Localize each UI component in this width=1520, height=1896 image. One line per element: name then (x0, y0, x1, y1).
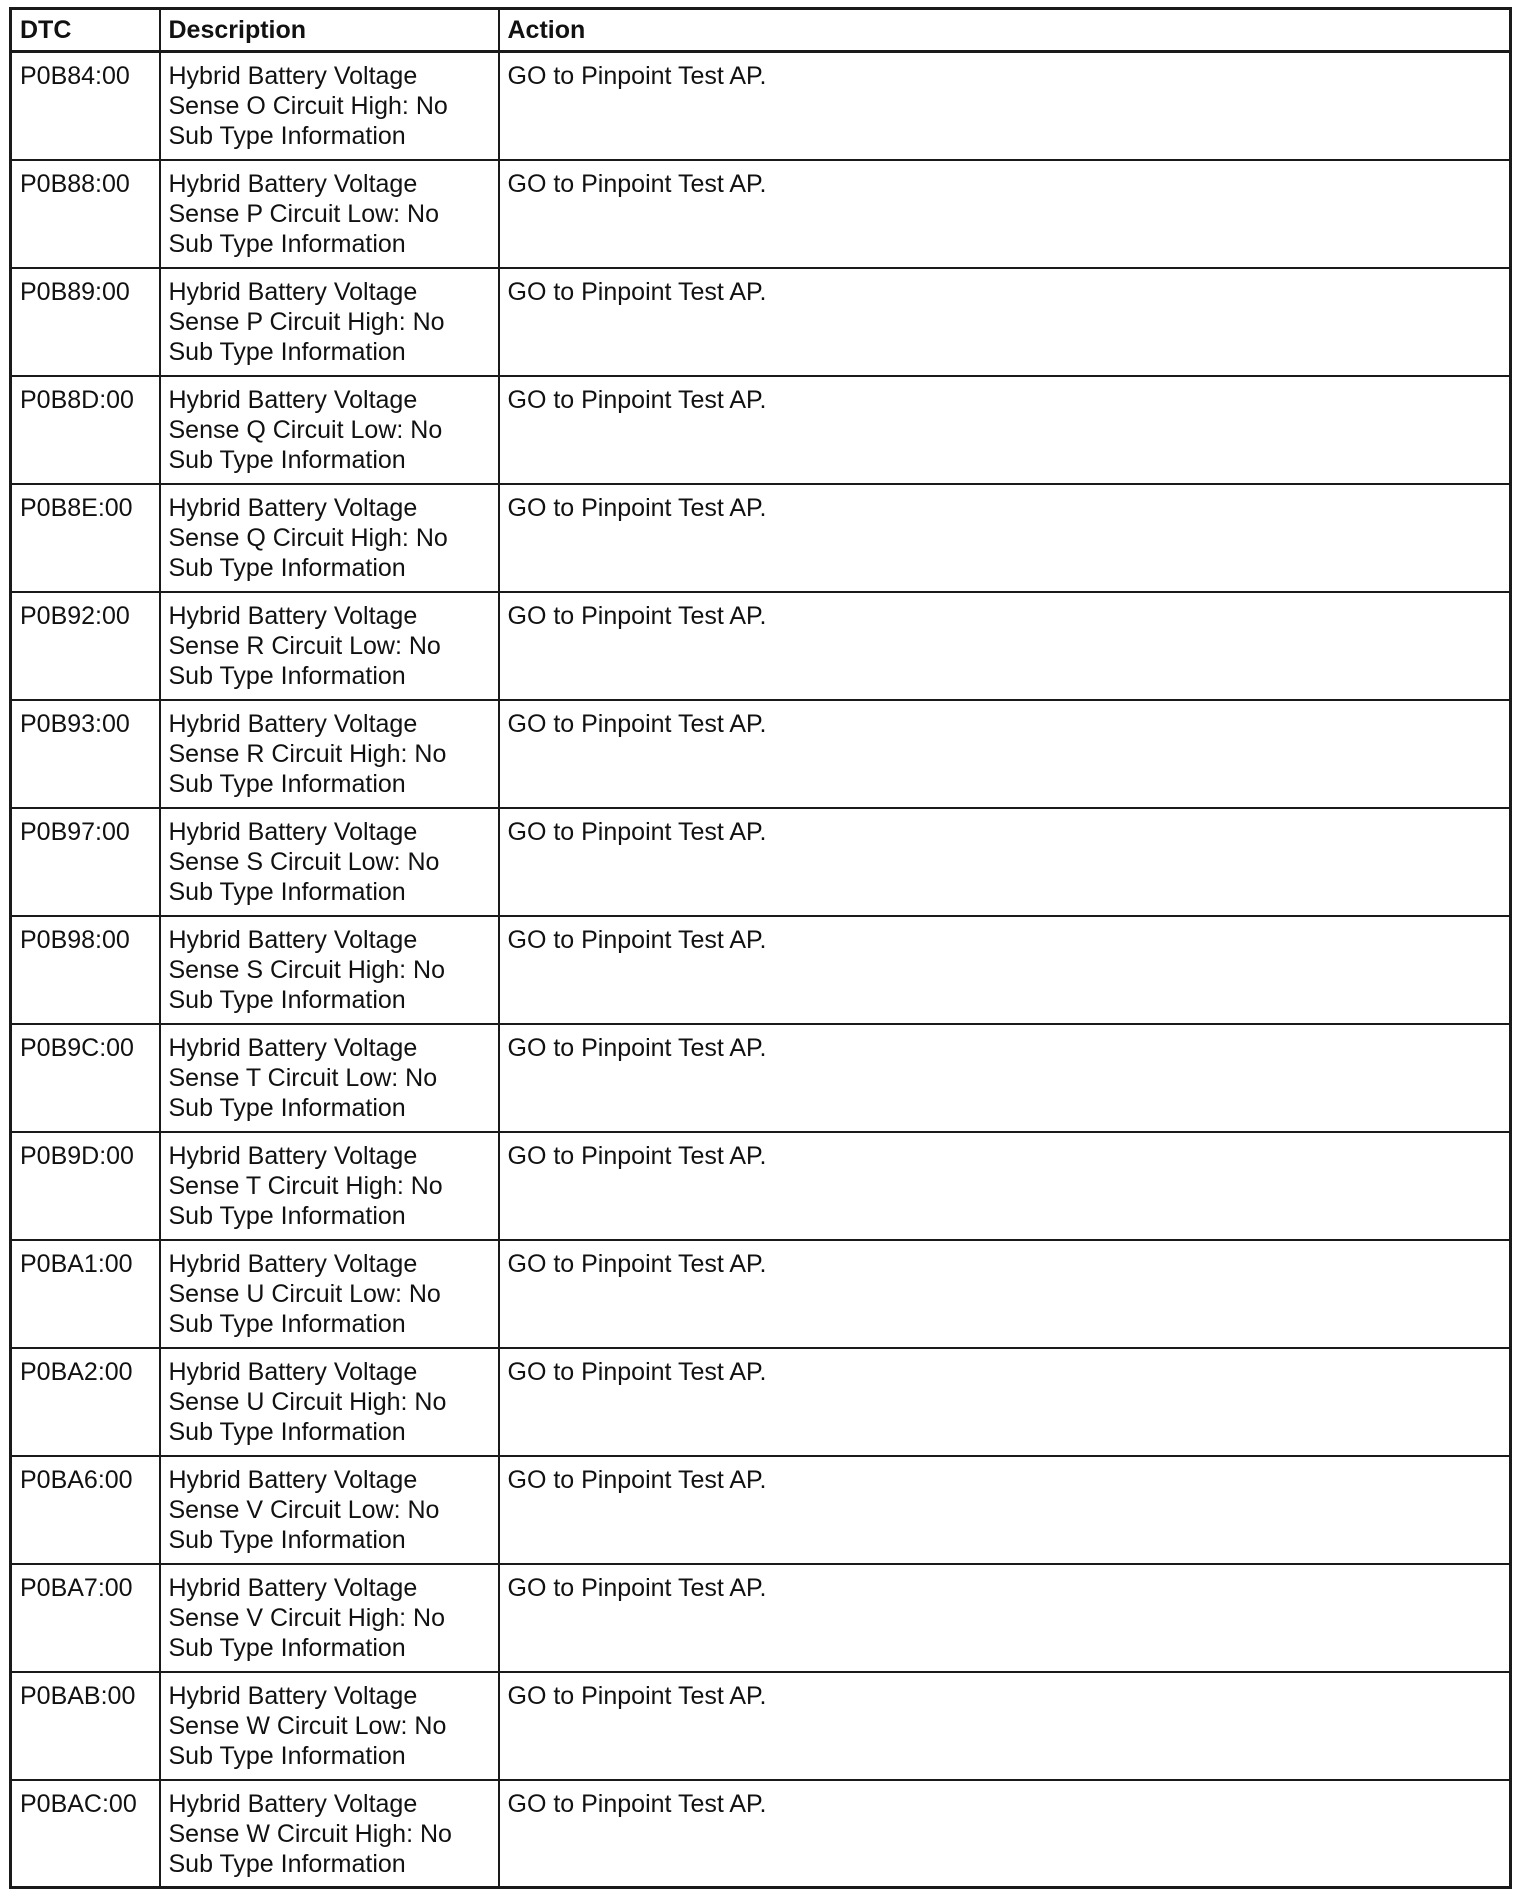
description-line: Sense P Circuit High: No (168, 307, 445, 336)
table-row (11, 1564, 1511, 1672)
description-line: Sense T Circuit High: No (168, 1171, 443, 1200)
table-row (11, 916, 1511, 1024)
description-line: Sense U Circuit High: No (168, 1387, 447, 1416)
description-line: Hybrid Battery Voltage (168, 1681, 418, 1710)
dtc-cell: P0BA1:00 (11, 1240, 160, 1348)
table-row (11, 592, 1511, 700)
table-row (11, 484, 1511, 592)
description-cell (160, 1672, 499, 1780)
description-line: Hybrid Battery Voltage (168, 1465, 418, 1494)
dtc-cell: P0B97:00 (11, 808, 160, 916)
description-line: Sense U Circuit Low: No (168, 1279, 441, 1308)
table-row (11, 160, 1511, 268)
description-line: Sub Type Information (168, 1633, 406, 1662)
dtc-table (9, 7, 1512, 1889)
table-row (11, 52, 1511, 160)
description-line: Sub Type Information (168, 1417, 406, 1446)
description-line: Sub Type Information (168, 337, 406, 366)
description-line: Sense W Circuit Low: No (168, 1711, 447, 1740)
description-line: Hybrid Battery Voltage (168, 817, 418, 846)
description-line: Sub Type Information (168, 229, 406, 258)
dtc-cell: P0BA7:00 (11, 1564, 160, 1672)
description-cell (160, 160, 499, 268)
description-cell (160, 808, 499, 916)
dtc-cell: P0B8E:00 (11, 484, 160, 592)
description-line: Sense R Circuit Low: No (168, 631, 441, 660)
action-cell: GO to Pinpoint Test AP. (499, 808, 1511, 916)
description-line: Sub Type Information (168, 1201, 406, 1230)
action-cell: GO to Pinpoint Test AP. (499, 1456, 1511, 1564)
description-line: Sub Type Information (168, 1849, 406, 1878)
description-line: Sense V Circuit High: No (168, 1603, 446, 1632)
action-cell: GO to Pinpoint Test AP. (499, 268, 1511, 376)
header-description: Description (160, 9, 499, 52)
action-cell: GO to Pinpoint Test AP. (499, 160, 1511, 268)
description-line: Hybrid Battery Voltage (168, 1357, 418, 1386)
table-row (11, 376, 1511, 484)
table-row (11, 1672, 1511, 1780)
description-line: Sub Type Information (168, 877, 406, 906)
description-line: Sub Type Information (168, 1309, 406, 1338)
description-line: Hybrid Battery Voltage (168, 925, 418, 954)
description-cell (160, 592, 499, 700)
description-cell (160, 700, 499, 808)
description-line: Sense S Circuit Low: No (168, 847, 440, 876)
table-header-row (11, 9, 1511, 52)
dtc-cell: P0B8D:00 (11, 376, 160, 484)
description-line: Hybrid Battery Voltage (168, 169, 418, 198)
description-cell (160, 916, 499, 1024)
table-row (11, 1456, 1511, 1564)
action-cell: GO to Pinpoint Test AP. (499, 376, 1511, 484)
action-cell: GO to Pinpoint Test AP. (499, 52, 1511, 160)
action-cell: GO to Pinpoint Test AP. (499, 1240, 1511, 1348)
description-cell (160, 1456, 499, 1564)
description-line: Hybrid Battery Voltage (168, 493, 418, 522)
action-cell: GO to Pinpoint Test AP. (499, 1672, 1511, 1780)
description-line: Sub Type Information (168, 1525, 406, 1554)
description-line: Hybrid Battery Voltage (168, 1789, 418, 1818)
dtc-cell: P0B88:00 (11, 160, 160, 268)
description-cell (160, 1132, 499, 1240)
description-line: Sub Type Information (168, 985, 406, 1014)
action-cell: GO to Pinpoint Test AP. (499, 1132, 1511, 1240)
description-line: Sense W Circuit High: No (168, 1819, 452, 1848)
description-line: Sense T Circuit Low: No (168, 1063, 438, 1092)
table-row (11, 1132, 1511, 1240)
dtc-cell: P0B92:00 (11, 592, 160, 700)
description-line: Hybrid Battery Voltage (168, 62, 418, 90)
dtc-cell: P0B9C:00 (11, 1024, 160, 1132)
description-line: Sub Type Information (168, 553, 406, 582)
description-line: Hybrid Battery Voltage (168, 1573, 418, 1602)
description-line: Sense O Circuit High: No (168, 92, 448, 120)
description-line: Hybrid Battery Voltage (168, 601, 418, 630)
table-row (11, 1780, 1511, 1888)
description-cell (160, 1024, 499, 1132)
dtc-cell: P0BA6:00 (11, 1456, 160, 1564)
description-line: Sense Q Circuit Low: No (168, 415, 443, 444)
description-cell (160, 484, 499, 592)
description-line: Hybrid Battery Voltage (168, 709, 418, 738)
description-cell (160, 52, 499, 160)
dtc-table-container (9, 7, 1512, 1889)
table-row (11, 700, 1511, 808)
description-line: Sub Type Information (168, 122, 406, 150)
table-row (11, 1240, 1511, 1348)
description-line: Sense S Circuit High: No (168, 955, 446, 984)
header-action: Action (499, 9, 1511, 52)
header-dtc: DTC (11, 9, 160, 52)
dtc-cell: P0B89:00 (11, 268, 160, 376)
description-line: Sense V Circuit Low: No (168, 1495, 440, 1524)
description-line: Sense Q Circuit High: No (168, 523, 448, 552)
description-cell (160, 1348, 499, 1456)
description-cell (160, 1564, 499, 1672)
table-row (11, 808, 1511, 916)
description-line: Sub Type Information (168, 1741, 406, 1770)
dtc-cell: P0B98:00 (11, 916, 160, 1024)
action-cell: GO to Pinpoint Test AP. (499, 484, 1511, 592)
dtc-cell: P0B84:00 (11, 52, 160, 160)
dtc-cell: P0B93:00 (11, 700, 160, 808)
description-line: Sub Type Information (168, 1093, 406, 1122)
dtc-cell: P0BAC:00 (11, 1780, 160, 1888)
dtc-cell: P0B9D:00 (11, 1132, 160, 1240)
action-cell: GO to Pinpoint Test AP. (507, 1789, 767, 1818)
description-line: Hybrid Battery Voltage (168, 385, 418, 414)
description-line: Hybrid Battery Voltage (168, 1141, 418, 1170)
description-line: Hybrid Battery Voltage (168, 1249, 418, 1278)
description-cell (160, 376, 499, 484)
description-line: Hybrid Battery Voltage (168, 1033, 418, 1062)
description-line: Sub Type Information (168, 769, 406, 798)
description-line: Sub Type Information (168, 445, 406, 474)
description-line: Sense P Circuit Low: No (168, 199, 439, 228)
description-cell (160, 268, 499, 376)
action-cell: GO to Pinpoint Test AP. (499, 1348, 1511, 1456)
description-line: Hybrid Battery Voltage (168, 277, 418, 306)
description-line: Sense R Circuit High: No (168, 739, 447, 768)
table-row (11, 1348, 1511, 1456)
dtc-cell: P0BAB:00 (11, 1672, 160, 1780)
table-row (11, 268, 1511, 376)
table-row (11, 1024, 1511, 1132)
action-cell: GO to Pinpoint Test AP. (499, 916, 1511, 1024)
action-cell: GO to Pinpoint Test AP. (499, 700, 1511, 808)
action-cell: GO to Pinpoint Test AP. (499, 1564, 1511, 1672)
description-line: Sub Type Information (168, 661, 406, 690)
description-cell (160, 1240, 499, 1348)
description-cell (160, 1780, 499, 1888)
dtc-cell: P0BA2:00 (11, 1348, 160, 1456)
action-cell: GO to Pinpoint Test AP. (499, 592, 1511, 700)
action-cell: GO to Pinpoint Test AP. (499, 1024, 1511, 1132)
